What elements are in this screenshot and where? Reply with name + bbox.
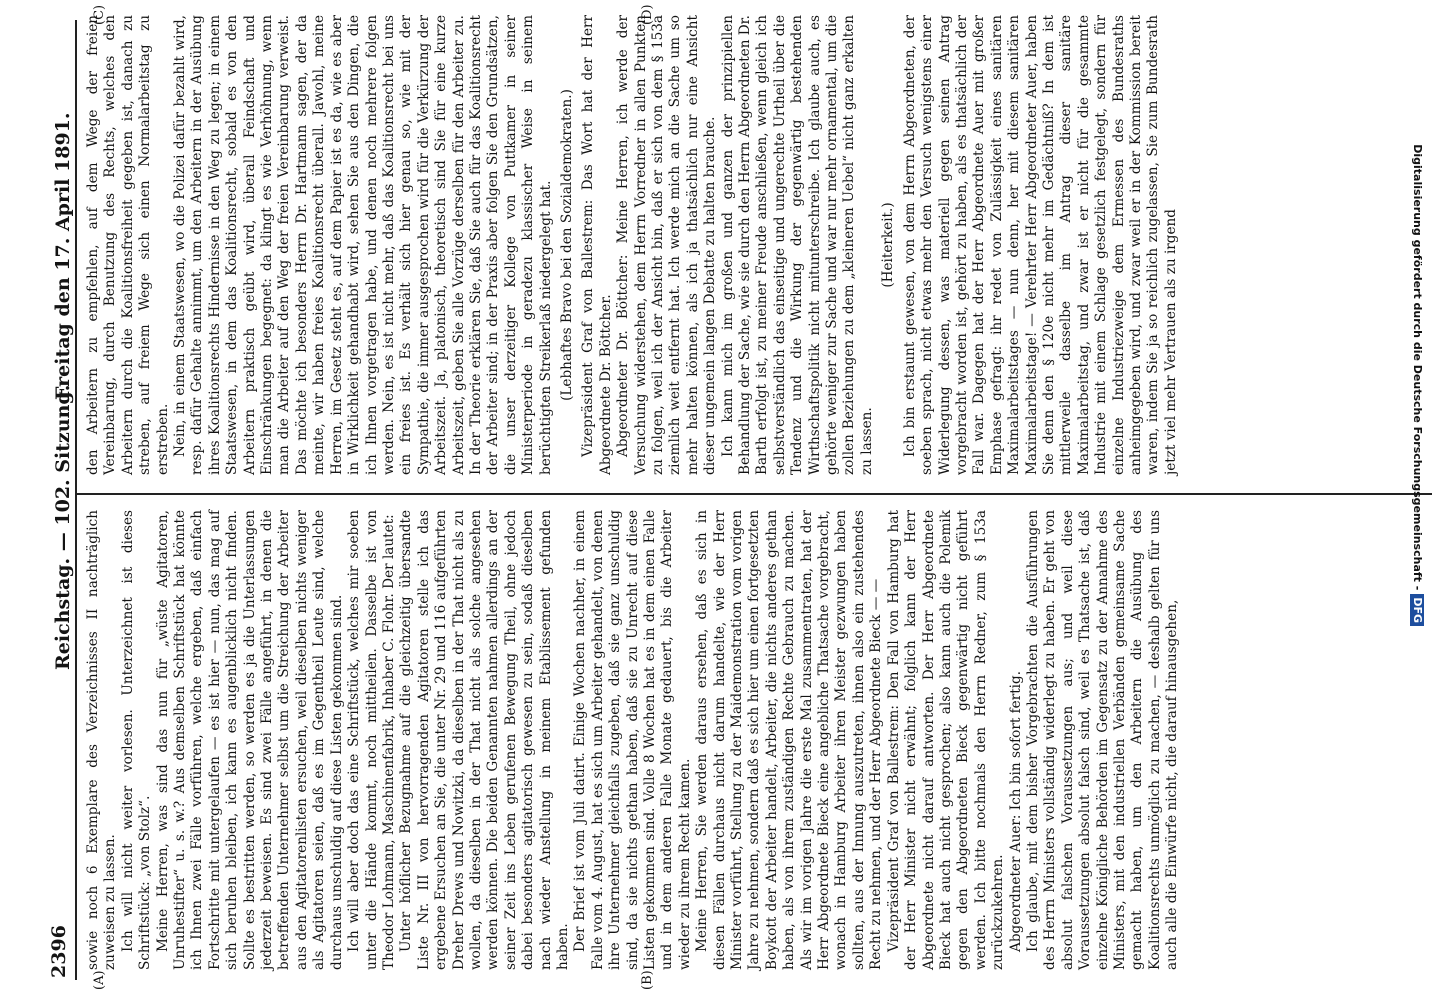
paragraph: Abgeordneter Dr. Böttcher: Meine Herren, ich werde der Versuchung widerstehen, dem Herrn Vorredner in allen Punkten zu folgen, weil ich der Ansicht bin, daß er sich von dem § 153a ziemlich weit entfernt hat. Ich werde mich an die Sache um so mehr halten können, als ich ja thatsächlich nur eine Ansicht dieser ungemein langen Debatte zu halten brauche.	[615, 15, 719, 475]
page-number: 2396	[48, 925, 70, 978]
margin-marker-a: (A)	[92, 970, 107, 990]
paragraph: Ich bin erstaunt gewesen, von dem Herrn Abgeordneten, der soeben sprach, nicht etwas mehr den Versuch wenigstens einer Widerlegung dessen, was materiell gegen seinen Antrag vorgebracht worden ist, gehört zu haben, als es thatsächlich der Fall war. Dagegen hat der Herr Abgeordnete Auer mit großer Emphase gefragt: ihr redet von Zulässigkeit eines sanitären Maximalarbeitstages — nun denn, her mit diesem sanitären Maximalarbeitstage! — Verehrter Herr Abgeordneter Auer, haben Sie denn den § 120e nicht mehr im Gedächtniß? In dem ist mittlerweile dasselbe im Antrag dieser sanitäre Maximalarbeitstag, und zwar ist er nicht für die gesammte Industrie mit einem Schlage gesetzlich festgelegt, sondern für einzelne Industriezweige dem Ermessen des Bundesraths anheimgegeben wird, und zwar weil er in der Kommission bereit waren, indem Sie ja so reichlich zugelassen, Sie zum Bundesrath jetzt viel mehr Vertrauen als zu irgend	[901, 15, 1179, 475]
column-divider	[75, 493, 1432, 495]
left-column	[85, 510, 1182, 970]
paragraph: Abgeordneter Auer: Ich bin sofort fertig.	[1007, 670, 1024, 952]
margin-marker-c: (C)	[92, 4, 107, 25]
paragraph: Ich will nicht weiter vorlesen. Unterzeichnet ist dieses Schriftstück: „von Stolz“.	[119, 510, 154, 970]
paragraph: Nein, in einem Staatswesen, wo die Polizei dafür bezahlt wird, resp. dafür Gehalte annimmt, um den Arbeitern in der Ausübung ihres Koalitionsrechts Hindernisse in den Weg zu legen; in einem Staatswesen, in dem das Koalitionsrecht, sobald es von den Arbeitern praktisch geübt wird, überall Feindschaft und Einschränkungen begegnet: da klingt es wie Verhöhnung, wenn man die Arbeiter auf den Weg der freien Vereinbarung verweist. Das möchte ich besonders Herrn Dr. Hartmann sagen, der da meinte, wir haben freies Koalitionsrecht überall. Jawohl, meine Herren, im Gesetz steht es, auf dem Papier ist es da, wie es aber in Wirklichkeit gehandhabt wird, sehen Sie aus den Dingen, die ich Ihnen vorgetragen habe, und denen noch mehrere folgen werden. Nein, es ist nicht mehr, daß das Koalitionsrecht bei uns ein freies ist. Es verhält sich hier genau so, wie mit der Sympathie, die immer ausgesprochen wird für die Verkürzung der Arbeitszeit. Ja, platonisch, theoretisch sind Sie für eine kurze Arbeitszeit, geben Sie alle Vorzüge derselben für den Arbeiter zu. In der Theorie erklären Sie, daß Sie auch für das Koalitionsrecht der Arbeiter sind; in der Praxis aber folgen Sie den Grundsätzen, die unser derzeitiger Kollege von Puttkamer in seiner Ministerperiode in geradezu klassischer Weise in seinem berüchtigten Streikerlaß niedergelegt hat.	[172, 15, 554, 475]
paragraph: Unter höflicher Bezugnahme auf die gleichzeitig übersandte Liste Nr. III von hervorragenden Agitatoren stelle ich das ergebene Ersuchen an Sie, die unter Nr. 29 und 116 aufgeführten Dreher Drews und Nowitzki, da dieselben in der That nicht als zu wollen, da dieselben in der That nicht als solche angesehen werden können. Die beiden Genannten nahmen allerdings an der seiner Zeit ins Leben gerufenen Bewegung Theil, ohne jedoch dabei besonders agitatorisch gewesen zu sein, sodaß dieselben nach wieder Anstellung in meinem Etablissement gefunden haben.	[398, 510, 571, 970]
session-date: Freitag den 17. April 1891.	[52, 112, 74, 400]
paragraph: sowie noch 6 Exemplare des Verzeichnisses II nachträglich zuweisen zu lassen.	[85, 510, 119, 970]
margin-marker-d: (D)	[640, 4, 655, 25]
right-column	[85, 15, 1180, 475]
paragraph: Vizepräsident Graf von Ballestrem: Das Wort hat der Herr Abgeordnete Dr. Böttcher.	[580, 15, 614, 475]
credit-text: Digitalisierung gefördert durch die Deutsche Forschungsgemeinschaft -	[1411, 144, 1424, 591]
paragraph: den Arbeitern zu empfehlen, auf dem Wege der freien Vereinbarung, durch Benutzung des Rechts, welches den Arbeitern durch die Koalitionsfreiheit gegeben ist, danach zu streben, auf freiem Wege sich einen Normalarbeitstag zu erstreben.	[85, 15, 171, 475]
digitization-credit	[1406, 6, 1428, 626]
paragraph: Der Brief ist vom Juli datirt. Einige Wochen nachher, in einem Falle vom 4. August, hat es sich um Arbeiter gehandelt, von denen ihre Unternehmer gleichfalls zugeben, daß sie ganz unschuldig sind, da sie nichts gethan haben, daß sie zu Unrecht auf diese Listen gekommen sind. Volle 8 Wochen hat es in dem einen Falle und in dem anderen Falle Monate gedauert, bis die Arbeiter wieder zu ihrem Recht kamen.	[572, 510, 693, 970]
paragraph: Meine Herren, was sind das nun für „wüste Agitatoren, Unruhestifter“ u. s. w.? Aus demselben Schriftstück hat könnte ich Ihnen zwei Fälle vorführen, welche ergeben, daß einfach Fortschritte mit untergelaufen — es ist hier — nun, das mag auf sich beruhen bleiben, ich kann es augenblicklich nicht finden. Sollte es bestritten werden, so werden es ja die Unterlassungen jederzeit beweisen. Es sind zwei Fälle angeführt, in denen die betreffenden Unternehmer selbst um die Streichung der Arbeiter aus den Agitatorenlisten ersuchen, weil dieselben nichts weniger als Agitatoren seien, daß es im Gegentheil Leute sind, welche durchaus unschuldig auf diese Listen gekommen sind.	[154, 510, 345, 970]
dfg-logo: DFG	[1410, 594, 1424, 626]
paragraph: Vizepräsident Graf von Ballestrem: Den Fall von Hamburg hat der Herr Minister nicht erwähnt; folglich kann der Herr Abgeordnete nicht darauf antworten. Der Herr Abgeordnete Bieck hat auch nicht gesprochen; also kann auch die Polemik gegen den Abgeordneten Bieck gegenwärtig nicht geführt werden. Ich bitte nochmals den Herrn Redner, zum § 153a zurückzukehren.	[885, 510, 1007, 970]
session-title: Reichstag. — 102. Sitzung.	[52, 384, 74, 670]
paragraph: Ich will aber doch das eine Schriftstück, welches mir soeben unter die Hände kommt, noch mittheilen. Dasselbe ist von Theodor Lohmann, Maschinenfabrik, Inhaber C. Flohr. Der lautet:	[346, 510, 397, 970]
paragraph: (Lebhaftes Bravo bei den Sozialdemokraten.)	[558, 89, 575, 401]
paragraph: Meine Herren, Sie werden daraus ersehen, daß es sich in diesen Fällen durchaus nicht darum handelte, wie der Herr Minister vorführt, Stellung zu der Maidemonstration vom vorigen Jahre zu nehmen, sondern daß es sich hier um einen fortgesetzten Boykott der Arbeiter handelt, Arbeiter, die nichts anderes gethan haben, als von ihrem zuständigen Rechte Gebrauch zu machen. Als wir im vorigen Jahre die erste Mal zusammentraten, hat der Herr Abgeordnete Bieck eine angebliche Thatsache vorgebracht, wonach in Hamburg Arbeiter ihren Meister gezwungen haben sollten, aus der Innung auszutreten, ihnen also ein zustehendes Recht zu nehmen, und der Herr Abgeordnete Bieck — —	[694, 510, 885, 970]
header-rule	[75, 20, 77, 980]
paragraph: Ich glaube, mit dem bisher Vorgebrachten die Ausführungen des Herrn Ministers vollständig widerlegt zu haben. Er geht von absolut falschen Voraussetzungen aus; und weil diese Voraussetzungen absolut falsch sind, weil es Thatsache ist, daß einzelne Königliche Behörden im Gegensatz zu der Annahme des Ministers, mit den industriellen Verbänden gemeinsame Sache gemacht haben, um den Arbeitern die Ausübung des Koalitionsrechts unmöglich zu machen, — deshalb gelten für uns auch alle die Einwürfe nicht, die darauf hinausgehen,	[1024, 510, 1181, 970]
margin-marker-b: (B)	[640, 970, 655, 990]
paragraph: Ich kann mich im großen und ganzen der prinzipiellen Behandlung der Sache, wie sie durch den Herrn Abgeordneten Dr. Barth erfolgt ist, zu meiner Freude anschließen, wenn gleich ich selbstverständlich das einseitige und ungerechte Urtheil über die Tendenz und die Wirkung der gegenwärtig bestehenden Wirthschaftspolitik nicht mitunterschreibe. Ich glaube auch, es gehörte weniger zur Sache und war nur mehr ornamental, um die zollen Beziehungen zu dem „kleineren Uebel“ nicht ganz erkalten zu lassen.	[719, 14, 875, 475]
paragraph: (Heiterkeit.)	[880, 202, 897, 288]
